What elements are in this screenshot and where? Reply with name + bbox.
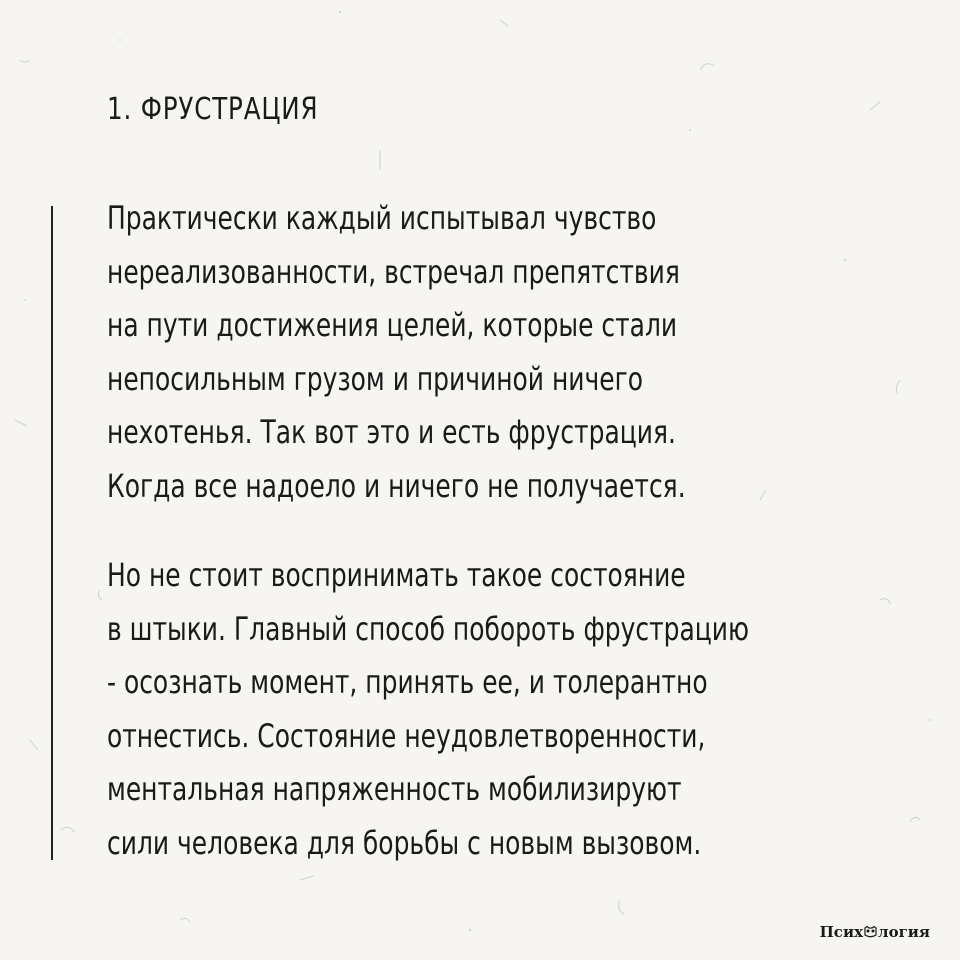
brand-suffix: логия [878, 923, 930, 941]
paragraph-line: нехотенья. Так вот это и есть фрустрация. [107, 413, 676, 452]
paragraph-line: Но не стоит воспринимать такое состояние [107, 556, 686, 594]
paragraph-line: на пути достижения целей, которые стали [107, 306, 678, 345]
paragraph-line: отнестись. Состояние неудовлетворенности, [107, 716, 706, 755]
paragraph-2 [107, 549, 749, 871]
paragraph-1 [107, 192, 686, 514]
owl-icon [864, 926, 877, 938]
brand-prefix: Псих [819, 923, 864, 941]
paragraph-line: ментальная напряженность мобилизируют [107, 770, 682, 809]
page-title: 1. ФРУСТРАЦИЯ [107, 92, 319, 127]
paragraph-line: непосильным грузом и причиной ничего [107, 359, 643, 398]
paragraph-line: Когда все надоело и ничего не получается. [107, 466, 686, 505]
brand-logo [820, 923, 930, 941]
paragraph-line: сили человека для борьбы с новым вызовом. [107, 823, 702, 862]
paragraph-line: в штыки. Главный способ побороть фрустрацию [107, 609, 750, 648]
paragraph-line: Практически каждый испытывал чувство [107, 199, 657, 237]
paragraph-line: - осознать момент, принять ее, и толерантно [107, 663, 708, 702]
vertical-accent-line [51, 206, 53, 860]
paragraph-line: нереализованности, встречал препятствия [107, 252, 680, 291]
